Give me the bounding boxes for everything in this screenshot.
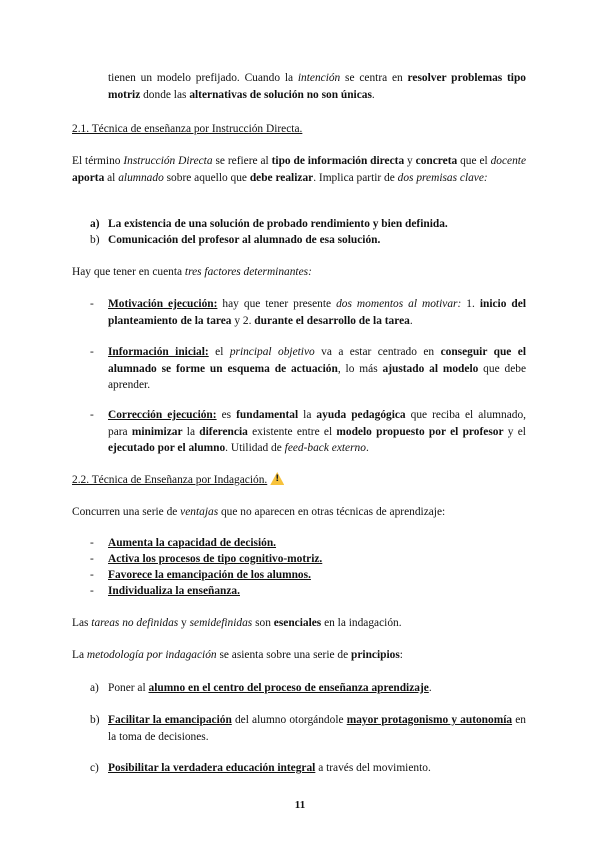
text-run: Posibilitar la verdadera educación integral <box>108 762 316 774</box>
text-run: Instrucción Directa <box>123 155 213 167</box>
text-run: ajustado al modelo <box>382 362 479 375</box>
list-marker: a) <box>90 682 99 694</box>
text-run: se refiere al <box>212 155 272 167</box>
text-run: principios <box>351 649 400 661</box>
list-marker: - <box>90 346 94 358</box>
text-run: Corrección ejecución: <box>108 409 217 421</box>
text-run: existente entre el <box>247 425 337 438</box>
text-run: . <box>371 88 375 101</box>
text-run: al <box>104 171 119 184</box>
principio-item <box>90 712 526 745</box>
text-run: la <box>298 409 317 421</box>
list-marker: - <box>90 585 94 597</box>
text-run: la <box>182 425 200 438</box>
list-item-text <box>108 680 526 697</box>
text-run: y <box>404 155 416 167</box>
text-run: principal objetivo <box>229 346 315 358</box>
list-marker: - <box>90 298 94 310</box>
text-run: en la toma de decisiones. <box>108 714 526 743</box>
section-heading-2-2 <box>72 472 284 489</box>
text-run: el <box>208 346 230 358</box>
page-number: 11 <box>294 799 306 811</box>
list-item-text <box>108 407 526 457</box>
list-item-text: La existencia de una solución de probado rendimiento y bien definida. <box>108 218 448 230</box>
text-run: tres factores determinantes: <box>184 266 312 278</box>
text-run: El término <box>72 155 124 167</box>
list-item-text: Favorece la emancipación de los alumnos. <box>108 569 311 581</box>
text-run: del alumno otorgándole <box>231 714 347 726</box>
text-run: hay que tener presente <box>217 298 337 310</box>
text-run: metodología por indagación <box>86 649 217 661</box>
list-item-text <box>108 344 526 394</box>
warning-icon <box>270 472 284 485</box>
text-run: mayor protagonismo y autonomía <box>346 714 513 726</box>
text-run: en la indagación. <box>321 617 402 629</box>
text-run: Las <box>72 617 92 629</box>
text-run: diferencia <box>199 425 248 438</box>
text-run: y 2. <box>231 314 255 327</box>
heading-text: 2.2. Técnica de Enseñanza por Indagación. <box>72 474 268 486</box>
text-run: esenciales <box>273 617 322 629</box>
text-run: sobre aquello que <box>163 171 250 184</box>
ventaja-item <box>90 535 526 552</box>
ventaja-item <box>90 551 526 568</box>
text-run: es <box>216 409 237 421</box>
premisa-item <box>90 232 526 249</box>
text-run: minimizar <box>131 425 183 438</box>
text-run: a través del movimiento. <box>315 762 431 774</box>
text-run: se centra en <box>340 72 408 84</box>
text-run: , lo más <box>337 362 383 375</box>
text-run: alumnado <box>118 171 164 184</box>
text-run: inicio del planteamiento de la tarea <box>108 298 526 327</box>
text-run: y el <box>503 425 526 438</box>
text-run: . Utilidad de <box>225 442 285 454</box>
instruccion-directa-paragraph <box>72 153 526 186</box>
text-run: aporta <box>72 171 105 184</box>
list-item-text <box>108 296 526 329</box>
text-run: docente <box>490 155 527 167</box>
list-marker: - <box>90 553 94 565</box>
text-run: semidefinidas <box>189 617 253 629</box>
text-run: que no aparecen en otras técnicas de aprendizaje: <box>218 506 446 518</box>
text-run: 1. <box>461 298 480 310</box>
ventajas-paragraph <box>72 504 445 521</box>
list-item-text <box>108 760 526 777</box>
text-run: . <box>428 682 432 694</box>
text-run: alumno en el centro del proceso de enseñanza aprendizaje <box>148 682 429 694</box>
text-run: conseguir que el alumnado se forme un esquema de actuación <box>108 346 526 375</box>
list-item-text: Individualiza la enseñanza. <box>108 585 240 597</box>
list-marker: - <box>90 409 94 421</box>
text-run: resolver problemas tipo motriz <box>108 72 527 101</box>
text-run: . <box>409 314 413 327</box>
list-marker: b) <box>90 714 100 726</box>
text-run: ventajas <box>180 506 219 518</box>
text-run: va a estar centrado en <box>314 346 441 358</box>
ventaja-item <box>90 583 526 600</box>
text-run: tipo de información directa <box>271 155 405 167</box>
ventaja-item <box>90 567 526 584</box>
text-run: debe realizar <box>249 171 314 184</box>
text-run: donde las <box>140 88 190 101</box>
list-item-text: Activa los procesos de tipo cognitivo-motriz. <box>108 553 323 565</box>
text-run: dos momentos al motivar: <box>336 298 462 310</box>
text-run: fundamental <box>236 409 299 421</box>
text-run: dos premisas clave: <box>397 171 488 184</box>
text-run: . <box>365 442 369 454</box>
text-run: feed-back externo <box>284 442 366 454</box>
intro-paragraph <box>108 70 526 103</box>
text-run: Poner al <box>108 682 149 694</box>
text-run: que debe aprender. <box>108 362 526 391</box>
factor-item <box>90 407 526 457</box>
text-run: se asienta sobre una serie de <box>216 649 352 661</box>
factor-item <box>90 296 526 329</box>
text-run: Concurren una serie de <box>72 506 181 518</box>
text-run: ejecutado por el alumno <box>108 442 226 454</box>
text-run: Hay que tener en cuenta <box>72 266 185 278</box>
factores-paragraph <box>72 264 312 281</box>
factor-item <box>90 344 526 394</box>
text-run: tienen un modelo prefijado. Cuando la <box>108 72 298 84</box>
text-run: concreta <box>415 155 458 167</box>
tareas-paragraph <box>72 615 402 632</box>
premisa-item <box>90 216 526 233</box>
text-run: tareas no definidas <box>91 617 179 629</box>
text-run: La <box>72 649 87 661</box>
text-run: durante el desarrollo de la tarea <box>254 314 410 327</box>
text-run: . Implica partir de <box>313 171 398 184</box>
list-marker: a) <box>90 218 100 230</box>
metodologia-paragraph <box>72 647 403 664</box>
text-run: intención <box>297 72 341 84</box>
text-run: que el <box>457 155 491 167</box>
list-item-text <box>108 712 526 745</box>
list-item-text: Aumenta la capacidad de decisión. <box>108 537 277 549</box>
list-item-text: Comunicación del profesor al alumnado de esa solución. <box>108 234 381 246</box>
list-marker: - <box>90 569 94 581</box>
list-marker: - <box>90 537 94 549</box>
list-marker: c) <box>90 762 99 774</box>
text-run: Motivación ejecución: <box>108 298 218 310</box>
principio-item <box>90 760 526 777</box>
text-run: ayuda pedagógica <box>316 409 406 421</box>
text-run: alternativas de solución no son únicas <box>189 88 372 101</box>
text-run: y <box>178 617 190 629</box>
text-run: modelo propuesto por el profesor <box>336 425 504 438</box>
list-marker: b) <box>90 234 100 246</box>
text-run: Información inicial: <box>108 346 209 358</box>
section-heading-2-1: 2.1. Técnica de enseñanza por Instrucción Directa. <box>72 123 303 135</box>
text-run: son <box>252 617 274 629</box>
text-run: : <box>399 649 403 661</box>
text-run: que reciba el alumnado, para <box>108 409 526 438</box>
principio-item <box>90 680 526 697</box>
text-run: Facilitar la emancipación <box>108 714 232 726</box>
